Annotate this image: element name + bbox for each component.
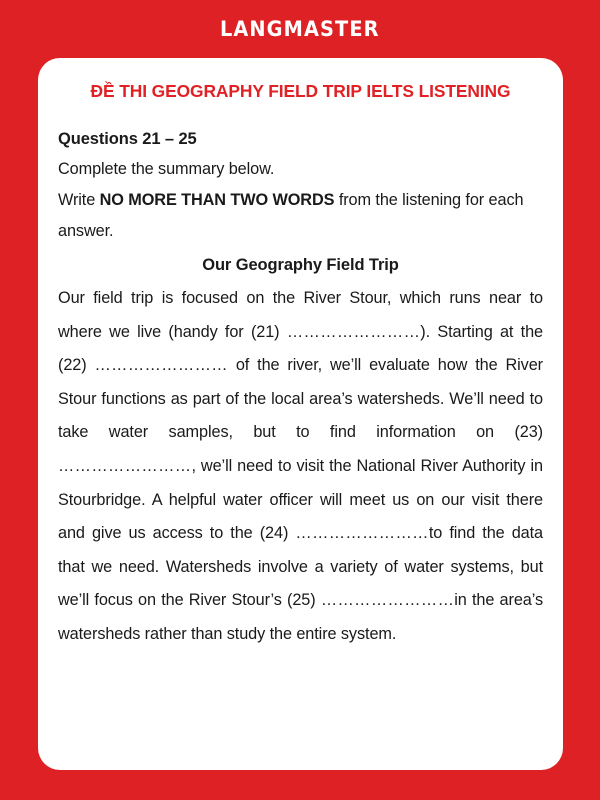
answer-blank[interactable]: ……………………	[94, 356, 228, 375]
answer-blank[interactable]: ……………………	[58, 456, 192, 475]
langmaster-logo: LANGMASTER	[220, 17, 380, 41]
answer-blank[interactable]: ……………………	[295, 524, 429, 543]
summary-text-segment-8: to find the data that we need. Watersheds involve a variety of water systems, but we’ll focus on the River Stour’s (25)	[58, 524, 543, 610]
summary-text-segment-0: Our field trip is focused on the River Stour, which runs near to where we live (handy for (21)	[58, 289, 543, 341]
summary-text-segment-6: , we’ll need to visit the National River Authority in Stourbridge. A helpful water officer will meet us on our visit there and give us access to the (24)	[58, 456, 543, 543]
answer-blank[interactable]: ……………………	[286, 322, 421, 341]
exercise-content	[48, 124, 553, 652]
instruction-emphasis: NO MORE THAN TWO WORDS	[99, 191, 335, 209]
instruction-word-limit	[58, 185, 543, 247]
answer-blank[interactable]: ……………………	[320, 591, 455, 610]
summary-text-segment-4: of the river, we’ll evaluate how the River Stour functions as part of the local area’s watersheds. We’ll need to take water samples, but to find information on (23)	[58, 356, 544, 442]
summary-paragraph	[58, 282, 543, 652]
questions-range-heading: Questions 21 – 25	[58, 130, 197, 148]
instruction-complete-summary: Complete the summary below.	[58, 160, 275, 178]
instruction-suffix: from the listening for each answer.	[58, 191, 524, 240]
summary-text-segment-2: ). Starting at the (22)	[58, 322, 543, 375]
instruction-prefix: Write	[58, 191, 100, 209]
exercise-card	[38, 58, 563, 770]
summary-text-segment-10: in the area’s watersheds rather than study the entire system.	[58, 591, 543, 643]
summary-title: Our Geography Field Trip	[202, 256, 399, 274]
brand-header	[0, 0, 600, 58]
page-title: ĐỀ THI GEOGRAPHY FIELD TRIP IELTS LISTENING	[90, 81, 511, 101]
